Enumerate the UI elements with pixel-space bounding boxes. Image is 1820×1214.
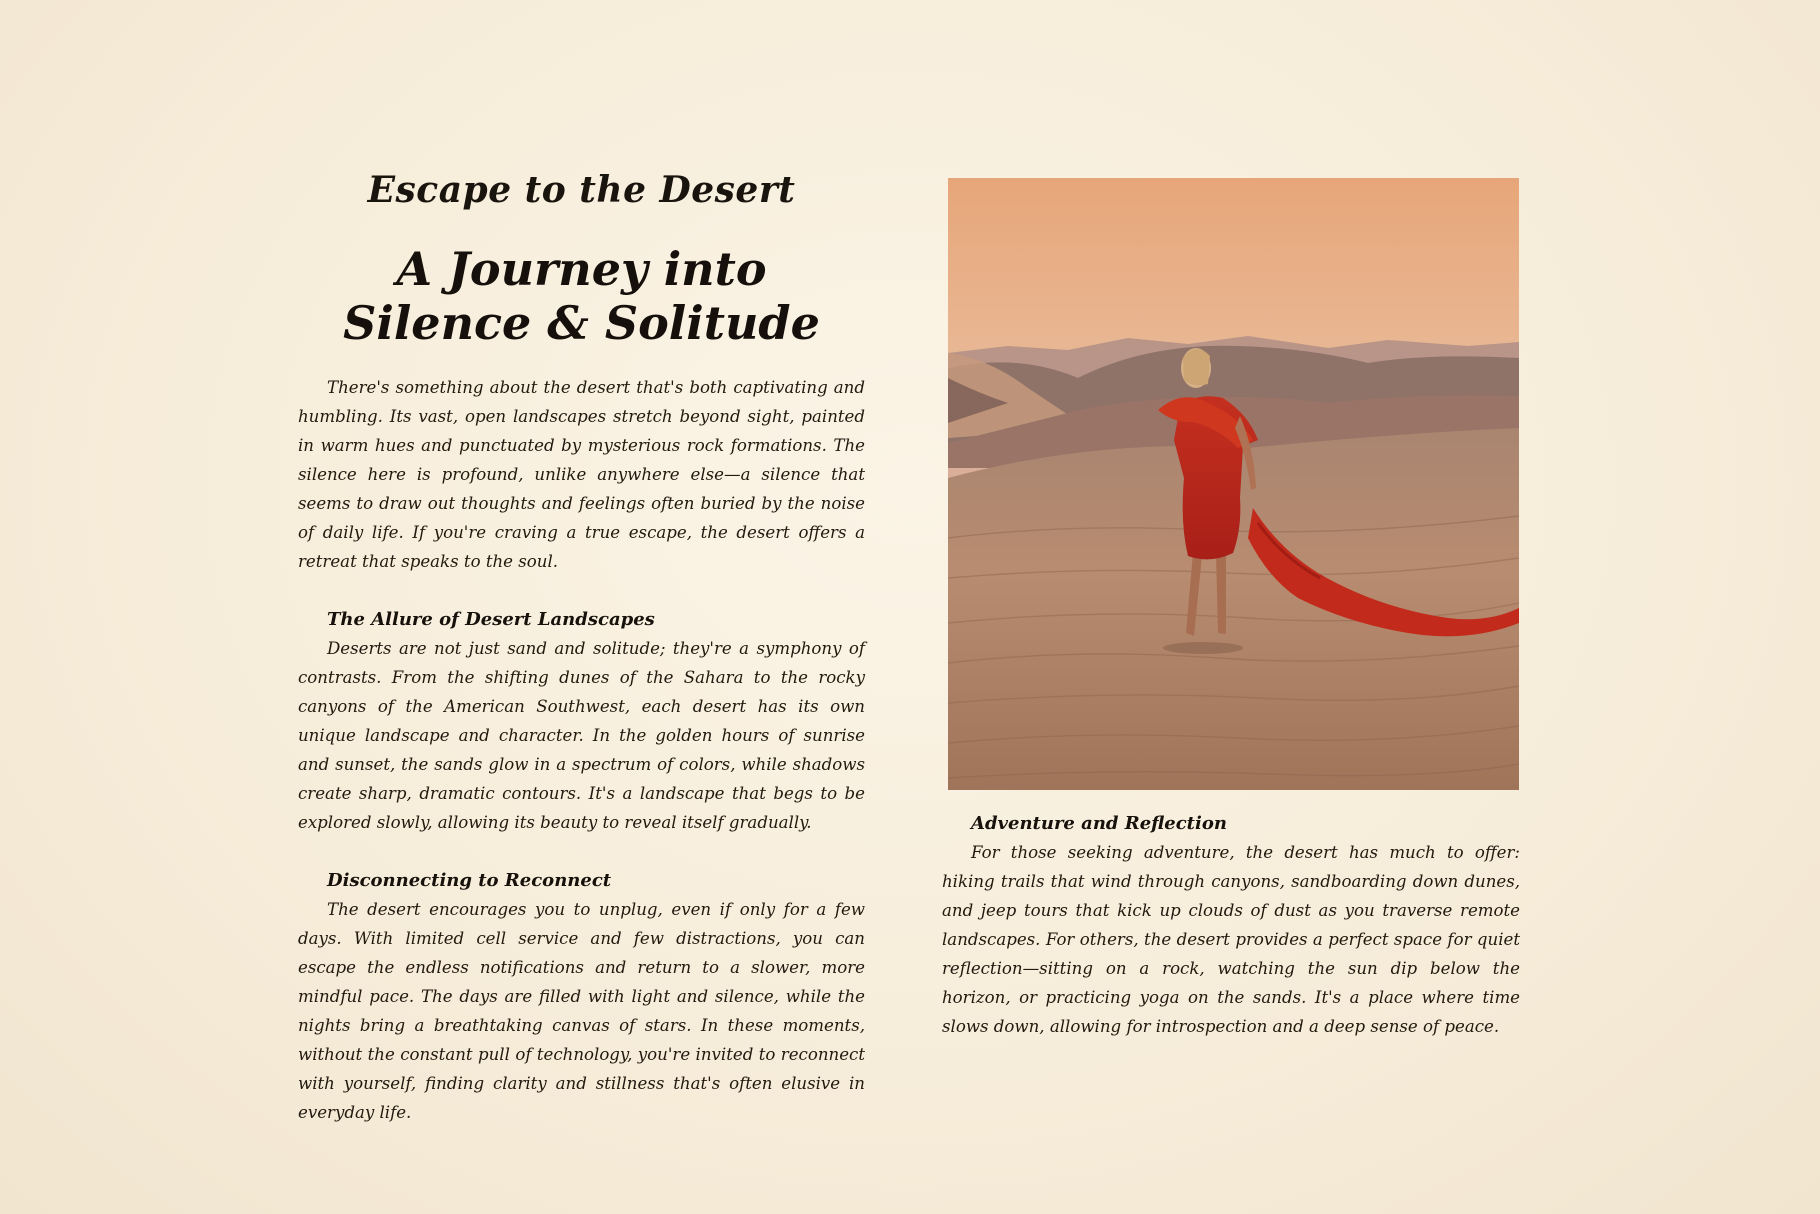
section-allure bbox=[298, 606, 865, 837]
right-column bbox=[942, 810, 1520, 1041]
section-body: The desert encourages you to unplug, even if only for a few days. With limited cell service and few distractions, you can escape the endless notifications and return to a slower, more mindful pace. The days are filled with light and silence, while the nights bring a breathtaking canvas of stars. In these moments, without the constant pull of technology, you're invited to reconnect with yourself, finding clarity and stillness that's often elusive in everyday life. bbox=[298, 900, 865, 1122]
desert-photo bbox=[948, 178, 1519, 790]
article-kicker: Escape to the Desert bbox=[367, 169, 796, 211]
section-heading: Adventure and Reflection bbox=[971, 813, 1227, 834]
section-heading: The Allure of Desert Landscapes bbox=[327, 609, 655, 630]
section-disconnecting bbox=[298, 867, 865, 1127]
left-column bbox=[298, 168, 865, 1127]
figure-shadow bbox=[1163, 642, 1243, 654]
desert-photo-illustration bbox=[948, 178, 1519, 790]
article-headline: A Journey into Silence & Solitude bbox=[343, 242, 820, 350]
section-body: Deserts are not just sand and solitude; they're a symphony of contrasts. From the shifting dunes of the Sahara to the rocky canyons of the American Southwest, each desert has its own unique landscape and character. In the golden hours of sunrise and sunset, the sands glow in a spectrum of colors, while shadows create sharp, dramatic contours. It's a landscape that begs to be explored slowly, allowing its beauty to reveal itself gradually. bbox=[298, 639, 865, 832]
section-heading: Disconnecting to Reconnect bbox=[327, 870, 612, 891]
intro-paragraph: There's something about the desert that's both captivating and humbling. Its vast, open landscapes stretch beyond sight, painted in warm hues and punctuated by mysterious rock formations. The silence here is profound, unlike anywhere else—a silence that seems to draw out thoughts and feelings often buried by the noise of daily life. If you're craving a true escape, the desert offers a retreat that speaks to the soul. bbox=[298, 378, 865, 571]
section-body: For those seeking adventure, the desert has much to offer: hiking trails that wind through canyons, sandboarding down dunes, and jeep tours that kick up clouds of dust as you traverse remote landscapes. For others, the desert provides a perfect space for quiet reflection—sitting on a rock, watching the sun dip below the horizon, or practicing yoga on the sands. It's a place where time slows down, allowing for introspection and a deep sense of peace. bbox=[942, 843, 1520, 1036]
